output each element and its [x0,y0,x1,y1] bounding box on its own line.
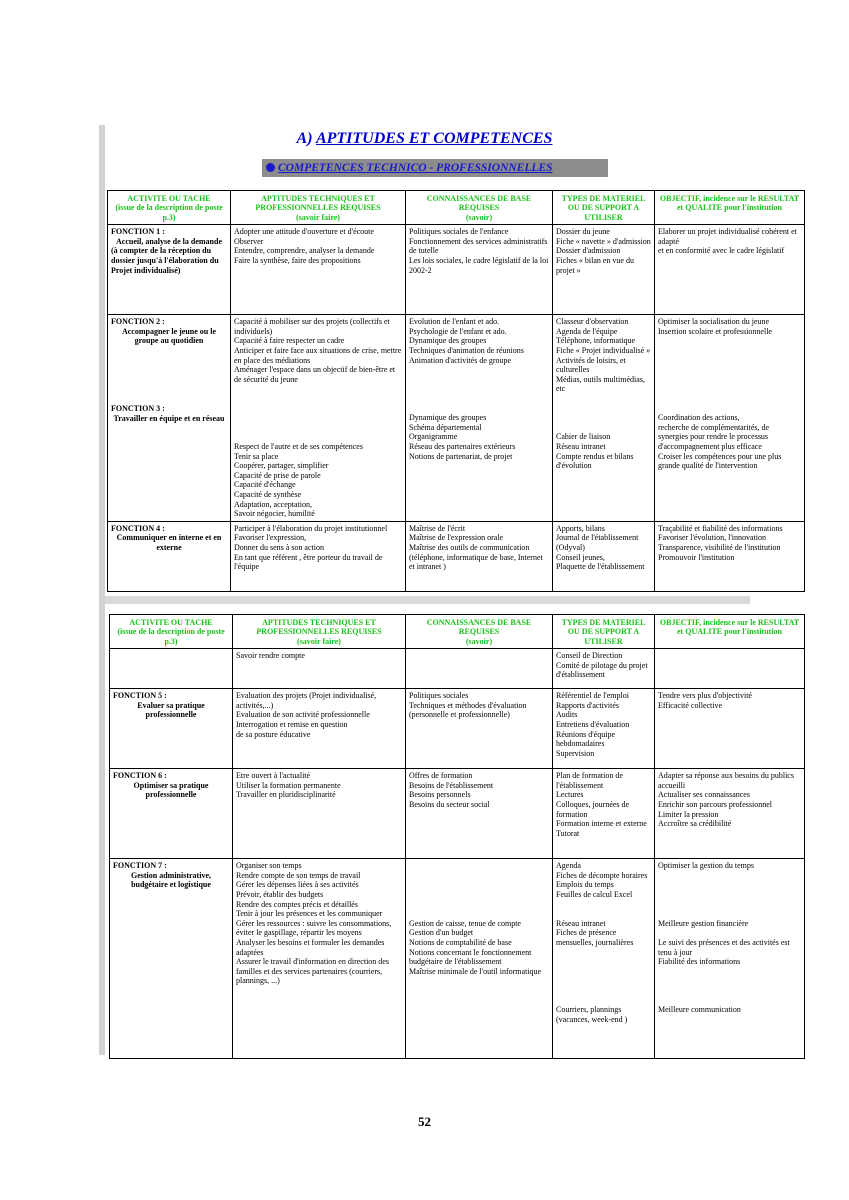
connaissances-cell [406,689,553,769]
spacer [409,365,549,413]
cell-line: Capacité à faire respecter un cadre [234,336,345,346]
cell-line: Evaluation de son activité professionnelle [236,710,370,720]
cell-line: Rapports d'activités [556,700,619,710]
cell-line: Courriers, plannings (vacances, week-end ) [556,1005,628,1024]
spacer [658,336,801,413]
cell-line: Rendre compte de son temps de travail [236,870,361,880]
cell-line: Organiser son temps [236,861,302,871]
header-line1: OBJECTIF, incidence sur le RESULTAT et QUALITE pour l'institution [659,194,800,213]
aptitudes-cell [231,225,406,315]
cell-line [658,909,801,919]
objectif-cell [655,225,805,315]
cell-line: Dynamique des groupes [409,336,487,346]
cell-line: Le suivi des présences et des activités est tenu à jour [658,937,790,957]
cell-line: Conseil jeunes, [556,552,605,562]
objectif-cell [655,649,805,689]
cell-line: Tendre vers plus d'objectivité [658,691,752,701]
cell-line: Audits [556,710,578,720]
cell-line: Compte rendus et bilans d'évolution [556,451,634,471]
cell-line: Gérer les ressources : suivre les consommations, éviter le gaspillage, répartir les moyens [236,918,392,938]
cell-line: Les lois sociales, le cadre législatif de la loi 2002-2 [409,256,549,275]
fonction-label: FONCTION 3 : [111,404,165,413]
cell-line: Besoins de l'établissement [409,780,494,790]
cell-line: Meilleure gestion financière [658,918,749,928]
cell-line: Accroître sa crédibilité [658,819,732,829]
cell-line: Aménager l'espace dans un objectif de bien-être et de sécurité du jeune [234,365,396,384]
header-line1: CONNAISSANCES DE BASE REQUISES [426,618,532,637]
cell-line: recherche de complémentarités, de synergies pour rendre le processus d'accompagnement plus efficace [658,422,770,451]
fonction-label: FONCTION 6 : [113,771,167,781]
cell-line: Tenir sa place [234,451,279,461]
table-header [108,191,805,225]
cell-line [658,890,801,900]
cell-line: Faire la synthèse, faire des propositions [234,256,361,265]
cell-line [409,880,549,890]
header-cell [553,191,655,225]
cell-line [556,967,651,977]
fonction-cell [110,859,233,1059]
cell-line: Promouvoir l'institution [658,552,735,562]
fonction-name: Evaluer sa pratique professionnelle [137,700,205,720]
cell-line: Conseil de Direction [556,651,623,661]
aptitudes-cell [231,521,406,591]
cell-line: Comité de pilotage du projet d'établissement [556,660,648,680]
cell-line [556,976,651,986]
header-line1: APTITUDES TECHNIQUES ET PROFESSIONNELLES REQUISES [256,618,382,637]
header-row [108,191,805,225]
cell-line: Fiches de décompte horaires [556,870,648,880]
cell-line: Interrogation et remise en question [236,720,348,729]
connaissances-cell [406,225,553,315]
header-line1: ACTIVITE OU TACHE [127,194,211,203]
cell-line: Prévoir, établir des budgets [236,890,324,899]
cell-line: Notions de comptabilité de base [409,937,512,947]
cell-line: Adaptation, acceptation, [234,499,312,509]
cell-line: Enrichir son parcours professionnel [658,800,772,809]
cell-line: Activités de loisirs, et culturelles [556,355,626,375]
cell-line: Notions concernant le fonctionnement budgétaire de l'établissement [409,947,532,967]
cell-line: Fiche « navette » d'admission [556,236,651,246]
cell-line: Gérer les dépenses liées à ses activités [236,880,359,890]
cell-line: Efficacité collective [658,700,723,710]
objectif-cell [655,521,805,591]
header-cell [233,615,406,649]
header-cell [406,615,553,649]
materiel-cell [553,521,655,591]
cell-line: Agenda de l'équipe [556,326,618,336]
cell-line: Travailler en pluridisciplinarité [236,790,336,800]
header-cell [406,191,553,225]
cell-line: Dossier d'admission [556,246,621,256]
materiel-cell [553,859,655,1059]
objectif-cell [655,315,805,522]
cell-line: Adopter une attitude d'ouverture et d'écoute [234,227,374,237]
competences-table-1 [107,190,805,592]
section-title-prefix: A) [296,130,316,147]
cell-line: Agenda [556,861,581,871]
cell-line [556,957,651,967]
cell-line: Capacité d'échange [234,480,296,490]
cell-line: Rendre des comptes précis et détaillés [236,899,358,909]
cell-line: Emplois du temps [556,880,614,890]
fonction-cell [108,315,231,522]
fonction-name: Communiquer en interne et en externe [116,533,222,552]
cell-line: Classeur d'observation [556,317,629,327]
materiel-cell [553,315,655,522]
spacer [111,346,227,404]
materiel-cell [553,689,655,769]
objectif-cell [655,859,805,1059]
header-cell [655,191,805,225]
competences-table-2 [109,614,805,1059]
cell-line: Capacité de prise de parole [234,470,321,480]
connaissances-cell [406,315,553,522]
cell-line: Lectures [556,790,584,800]
header-line1: CONNAISSANCES DE BASE REQUISES [426,194,532,213]
cell-line: Actualiser ses connaissances [658,790,750,800]
aptitudes-cell [233,859,406,1059]
table-row [110,769,805,859]
table-row [110,649,805,689]
objectif-cell [655,769,805,859]
cell-line: de sa posture éducative [236,729,311,739]
cell-line: Fiches de présence mensuelles, journalières [556,928,634,947]
cell-line: Supervision [556,748,595,758]
header-cell [231,191,406,225]
cell-line: Médias, outils multimédias, etc [556,374,645,394]
spacer [556,394,651,432]
fonction-cell [110,769,233,859]
cell-line: Gestion d'un budget [409,928,474,938]
cell-line: Politiques sociales [409,691,469,701]
fonction-label: FONCTION 7 : [113,861,167,871]
cell-line: Fiches « bilan en vue du projet » [556,256,634,275]
bullet-circle-icon [266,163,275,172]
cell-line [409,861,549,871]
cell-line: Favoriser l'expression, [234,533,307,543]
materiel-cell [553,769,655,859]
cell-line [556,986,651,996]
cell-line: Psychologie de l'enfant et ado. [409,326,507,336]
fonction-label: FONCTION 2 : [111,317,165,327]
header-line2: (savoir) [465,212,493,222]
cell-line: Assurer le travail d'information en direction des familles et des services partenaires (courriers, plannings, ...) [236,957,389,986]
cell-line: Notions de partenariat, de projet [409,451,513,461]
header-line2: (savoir) [465,636,493,646]
section-title [0,130,849,148]
cell-line: Traçabilité et fiabilité des informations [658,523,783,533]
cell-line: Evaluation des projets (Projet individualisé, activités,...) [236,691,377,710]
fonction-extra: (à compter de la réception du dossier jusqu'à l'élaboration du Projet individualisé) [111,246,219,275]
table-row [110,689,805,769]
header-line1: OBJECTIF, incidence sur le RESULTAT et QUALITE pour l'institution [659,618,800,637]
header-cell [553,615,655,649]
cell-line: Plan de formation de l'établissement [556,771,623,790]
table-body [110,649,805,1059]
subtitle-banner [262,159,608,177]
connaissances-cell [406,769,553,859]
cell-line: Gestion de caisse, tenue de compte [409,918,521,928]
cell-line [556,948,651,958]
fonction-cell [110,689,233,769]
cell-line: Feuilles de calcul Excel [556,890,633,899]
cell-line: Etre ouvert à l'actualité [236,771,311,781]
aptitudes-cell [233,689,406,769]
fonction-cell [108,521,231,591]
cell-line: Optimiser la socialisation du jeune [658,317,770,327]
cell-line [556,996,651,1006]
cell-line: Réunions d'équipe hebdomadaires [556,729,615,749]
subtitle-text: COMPETENCES TECHNICO - PROFESSIONNELLES [278,162,553,174]
cell-line: Techniques et méthodes d'évaluation (personnelle et professionnelle) [409,700,527,720]
cell-line: Elaborer un projet individualisé cohérent et adapté [658,227,797,246]
cell-line: Animation d'activités de groupe [409,355,512,365]
cell-line: Référentiel de l'emploi [556,691,629,701]
cell-line: Entendre, comprendre, analyser la demande [234,246,375,256]
fonction-label: FONCTION 4 : [111,523,165,533]
cell-line: Donner du sens à son action [234,542,324,552]
cell-line: Cahier de liaison [556,432,611,442]
cell-line: Dossier du jeune [556,227,610,237]
table-header [110,615,805,649]
cell-line: Entretiens d'évaluation [556,720,630,729]
cell-line: Dynamique des groupes [409,413,487,423]
objectif-cell [655,689,805,769]
cell-line [658,986,801,996]
fonction-cell [108,225,231,315]
header-line1: APTITUDES TECHNIQUES ET PROFESSIONNELLES REQUISES [255,194,381,213]
cell-line [556,909,651,919]
cell-line [658,976,801,986]
cell-line [658,967,801,977]
cell-line: Plaquette de l'établissement [556,562,645,572]
cell-line [409,871,549,881]
cell-line: Analyser les besoins et formuler les demandes adaptées [236,937,385,957]
cell-line [409,909,549,919]
header-cell [655,615,805,649]
header-line1: ACTIVITE OU TACHE [129,618,213,627]
cell-line: Croiser les compétences pour une plus grande qualité de l'intervention [658,451,782,471]
cell-line: Limiter la pression [658,809,719,819]
cell-line: et en conformité avec le cadre législatif [658,246,785,256]
cell-line [658,996,801,1006]
cell-line: Insertion scolaire et professionnelle [658,326,772,336]
fonction-name: Accueil, analyse de la demande [116,236,222,246]
cell-line: Meilleure communication [658,1005,741,1015]
cell-line: Respect de l'autre et de ses compétences [234,441,363,451]
cell-line: Fiabilité des informations [658,957,741,967]
header-row [110,615,805,649]
header-line2: (savoir faire) [296,212,340,222]
fonction-label: FONCTION 1 : [111,227,165,237]
connaissances-cell [406,649,553,689]
cell-line: Maîtrise minimale de l'outil informatique [409,966,542,976]
cell-line: Anticiper et faire face aux situations de crise, mettre en place des médiations [234,346,402,365]
cell-line: Fiche « Projet individualisé » [556,346,651,355]
connaissances-cell [406,521,553,591]
header-line2: (savoir faire) [297,636,341,646]
cell-line: Capacité de synthèse [234,489,302,499]
table-row [108,521,805,591]
header-line1: TYPES DE MATERIEL OU DE SUPPORT A UTILISER [561,618,646,646]
cell-line: Réseau intranet [556,918,606,928]
table-row [110,859,805,1059]
cell-line: Réseau des partenaires extérieurs [409,441,516,451]
cell-line: Savoir rendre compte [236,651,305,661]
page-separator-bar [105,596,750,604]
cell-line: Fonctionnement des services administratifs de tutelle [409,236,548,256]
aptitudes-cell [233,649,406,689]
cell-line: En tant que référent , être porteur du travail de l'équipe [234,552,383,572]
cell-line: Evolution de l'enfant et ado. [409,317,500,327]
connaissances-cell [406,859,553,1059]
cell-line: Transparence, visibilité de l'institution [658,542,781,552]
header-cell [110,615,233,649]
fonction-label: FONCTION 5 : [113,691,167,701]
page-number: 52 [418,1114,431,1129]
cell-line: Capacité à mobiliser sur des projets (collectifs et individuels) [234,317,390,336]
cell-line: Maîtrise de l'écrit [409,523,466,533]
cell-line [409,900,549,910]
cell-line: Formation interne et externe [556,819,647,829]
cell-line: Journal de l'établissement (Odyval) [556,533,639,552]
table-row [108,315,805,522]
materiel-cell [553,649,655,689]
cell-line [556,900,651,910]
cell-line: Utiliser la formation permanente [236,780,341,790]
cell-line: Techniques d'animation de réunions [409,346,524,355]
cell-line: Coordination des actions, [658,413,740,423]
cell-line: Réseau intranet [556,441,606,451]
cell-line: Politiques sociales de l'enfance [409,227,509,237]
aptitudes-cell [231,315,406,522]
cell-line: Optimiser la gestion du temps [658,861,754,871]
cell-line: Maîtrise des outils de communication (téléphone, informatique de base, Internet et intranet ) [409,542,543,572]
header-cell [108,191,231,225]
fonction-cell [110,649,233,689]
header-line2: (issue de la description de poste p.3) [117,627,225,646]
cell-line: Organigramme [409,432,458,442]
table-body [108,225,805,592]
cell-line: Téléphone, informatique [556,336,636,346]
cell-line: Participer à l'élaboration du projet institutionnel [234,523,388,533]
materiel-cell [553,225,655,315]
cell-line [658,900,801,910]
table-row [108,225,805,315]
cell-line: Offres de formation [409,771,473,781]
cell-line: Favoriser l'évolution, l'innovation [658,533,766,543]
section-title-main: APTITUDES ET COMPETENCES [315,130,553,147]
cell-line: Observer [234,236,264,246]
cell-line: Tenir à jour les présences et les communiquer [236,909,383,919]
spacer [234,384,402,442]
left-margin-bar [99,125,105,1055]
header-line2: (issue de la description de poste p.3) [115,203,223,222]
cell-line: Besoins personnels [409,790,471,800]
cell-line [658,880,801,890]
cell-line: Maîtrise de l'expression orale [409,533,504,543]
header-line1: TYPES DE MATERIEL OU DE SUPPORT A UTILISER [561,194,646,222]
cell-line: Adapter sa réponse aux besoins du publics accueilli [658,771,794,790]
cell-line: Apports, bilans [556,523,605,533]
cell-line: Colloques, journées de formation [556,800,630,819]
cell-line: Coopérer, partager, simplifier [234,461,329,471]
cell-line: Tutorat [556,828,580,838]
cell-line [409,890,549,900]
cell-line: Besoins du secteur social [409,800,490,809]
fonction-name: Optimiser sa pratique professionnelle [133,780,209,800]
cell-line [658,871,801,881]
cell-line: Savoir négocier, humilité [234,509,315,519]
cell-line [658,928,801,938]
fonction-name: Gestion administrative, budgétaire et logistique [131,870,211,890]
fonction-name: Travailler en équipe et en réseau [113,413,225,423]
aptitudes-cell [233,769,406,859]
cell-line: Schéma départemental [409,422,482,432]
fonction-name: Accompagner le jeune ou le groupe au quotidien [121,326,217,346]
